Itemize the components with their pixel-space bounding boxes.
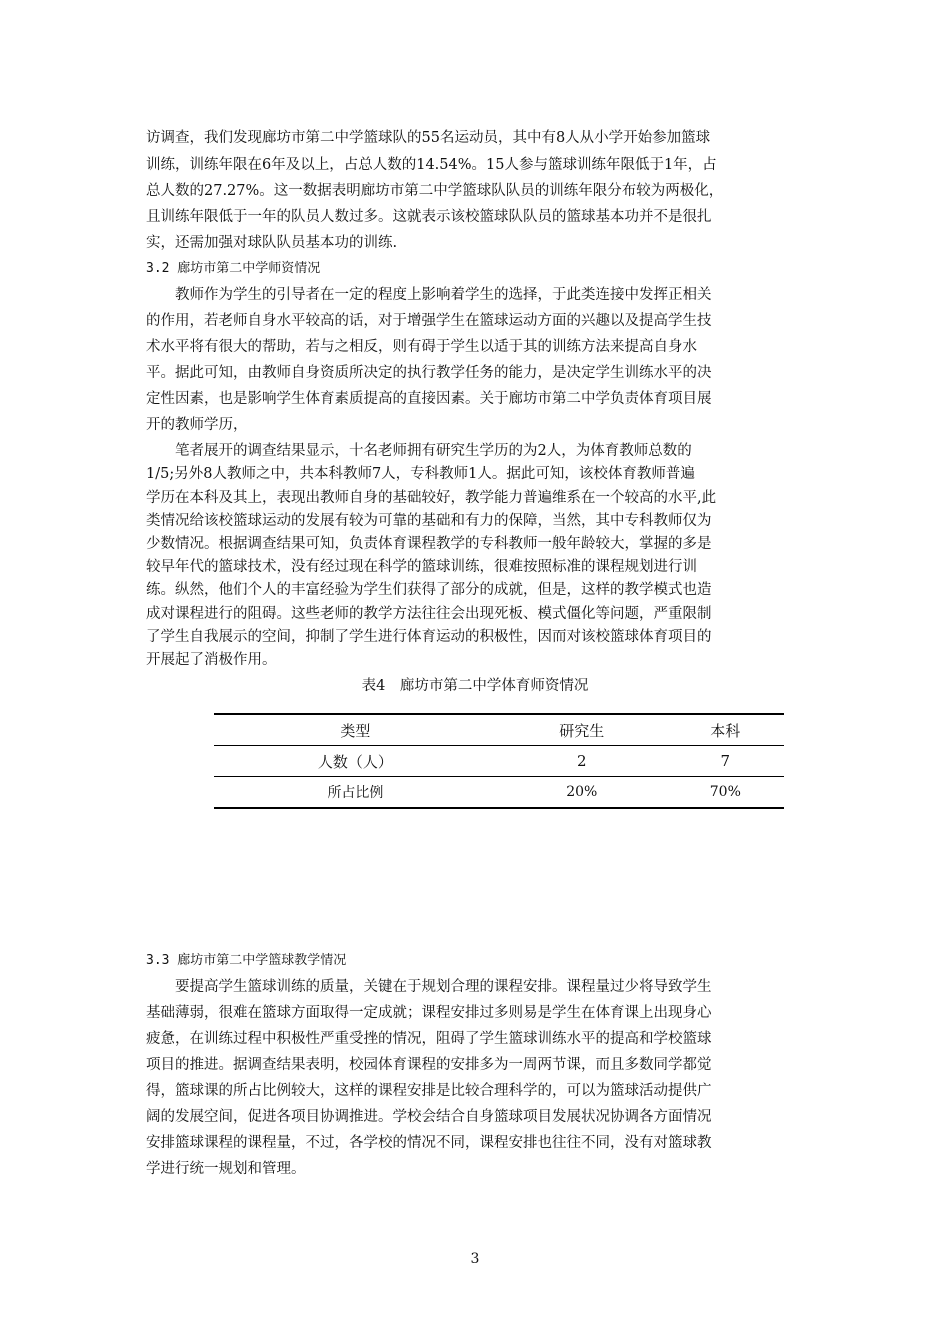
text-line: 了学生自我展示的空间，抑制了学生进行体育运动的积极性，因而对该校篮球体育项目的 [146, 628, 712, 645]
text-line: 较早年代的篮球技术，没有经过现在科学的篮球训练，很难按照标准的课程规划进行训 [146, 559, 697, 576]
section-heading-3-3: 3.3 廊坊市第二中学篮球教学情况 [146, 953, 347, 968]
text-line: 且训练年限低于一年的队员人数过多。这就表示该校篮球队队员的篮球基本功并不是很扎 [146, 209, 712, 225]
table-cell: 所占比例 [214, 777, 497, 809]
table-caption: 表4 廊坊市第二中学体育师资情况 [361, 678, 589, 694]
text-line: 实，还需加强对球队队员基本功的训练. [146, 235, 398, 251]
text-line: 开的教师学历， [146, 417, 248, 433]
table-cell: 20% [497, 777, 667, 809]
text-line: 要提高学生篮球训练的质量，关键在于规划合理的课程安排。课程量过少将导致学生 [146, 979, 712, 995]
text-line: 练。纵然，他们个人的丰富经验为学生们获得了部分的成就，但是，这样的教学模式也造 [146, 582, 712, 599]
text-line: 安排篮球课程的课程量，不过，各学校的情况不同，课程安排也往往不同，没有对篮球教 [146, 1135, 712, 1151]
text-line: 笔者展开的调查结果显示，十名老师拥有研究生学历的为2人，为体育教师总数的 [146, 443, 692, 460]
text-line: 阔的发展空间，促进各项目协调推进。学校会结合自身篮球项目发展状况协调各方面情况 [146, 1109, 712, 1125]
text-line: 少数情况。根据调查结果可知，负责体育课程教学的专科教师一般年龄较大，掌握的多是 [146, 536, 712, 552]
text-line: 基础薄弱，很难在篮球方面取得一定成就；课程安排过多则易是学生在体育课上出现身心 [146, 1005, 712, 1021]
text-line: 术水平将有很大的帮助，若与之相反，则有碍于学生以适于其的训练方法来提高自身水 [146, 339, 697, 355]
page-number: 3 [470, 1251, 480, 1267]
text-line: 的作用，若老师自身水平较高的话，对于增强学生在篮球运动方面的兴趣以及提高学生技 [146, 313, 712, 329]
text-line: 得，篮球课的所占比例较大，这样的课程安排是比较合理科学的，可以为篮球活动提供广 [146, 1083, 712, 1099]
text-line: 总人数的27.27%。这一数据表明廊坊市第二中学篮球队队员的训练年限分布较为两极化， [146, 183, 724, 199]
text-line: 定性因素，也是影响学生体育素质提高的直接因素。关于廊坊市第二中学负责体育项目展 [146, 391, 712, 407]
text-line: 训练，训练年限在6年及以上，占总人数的14.54%。15人参与篮球训练年限低于1年，占 [146, 157, 717, 173]
section-heading-3-2: 3.2 廊坊市第二中学师资情况 [146, 261, 321, 276]
table-cell: 70% [667, 777, 784, 809]
table-cell: 人数（人） [214, 746, 497, 777]
table-header-cell: 研究生 [497, 714, 667, 746]
text-line: 平。据此可知，由教师自身资质所决定的执行教学任务的能力，是决定学生训练水平的决 [146, 365, 712, 381]
text-line: 访调查，我们发现廊坊市第二中学篮球队的55名运动员，其中有8人从小学开始参加篮球 [146, 130, 711, 146]
table-header-cell: 类型 [214, 714, 497, 746]
text-line: 疲惫，在训练过程中积极性严重受挫的情况，阻碍了学生篮球训练水平的提高和学校篮球 [146, 1031, 712, 1047]
text-line: 类情况给该校篮球运动的发展有较为可靠的基础和有力的保障，当然，其中专科教师仅为 [146, 512, 712, 529]
text-line: 1/5;另外8人教师之中，共本科教师7人，专科教师1人。据此可知，该校体育教师普遍 [146, 466, 695, 483]
table-row [214, 777, 784, 809]
text-line: 开展起了消极作用。 [146, 652, 277, 668]
text-line: 教师作为学生的引导者在一定的程度上影响着学生的选择，于此类连接中发挥正相关 [146, 287, 712, 303]
teacher-qualification-table [214, 713, 784, 809]
table-cell: 2 [497, 746, 667, 777]
text-line: 成对课程进行的阻碍。这些老师的教学方法往往会出现死板、模式僵化等问题，严重限制 [146, 605, 712, 622]
table-row [214, 746, 784, 777]
text-line: 学历在本科及其上，表现出教师自身的基础较好，教学能力普遍维系在一个较高的水平,此 [146, 489, 717, 506]
text-line: 项目的推进。据调查结果表明，校园体育课程的安排多为一周两节课，而且多数同学都觉 [146, 1057, 712, 1073]
table-header-row [214, 714, 784, 746]
text-line: 学进行统一规划和管理。 [146, 1161, 306, 1177]
table-cell: 7 [667, 746, 784, 777]
table-header-cell: 本科 [667, 714, 784, 746]
